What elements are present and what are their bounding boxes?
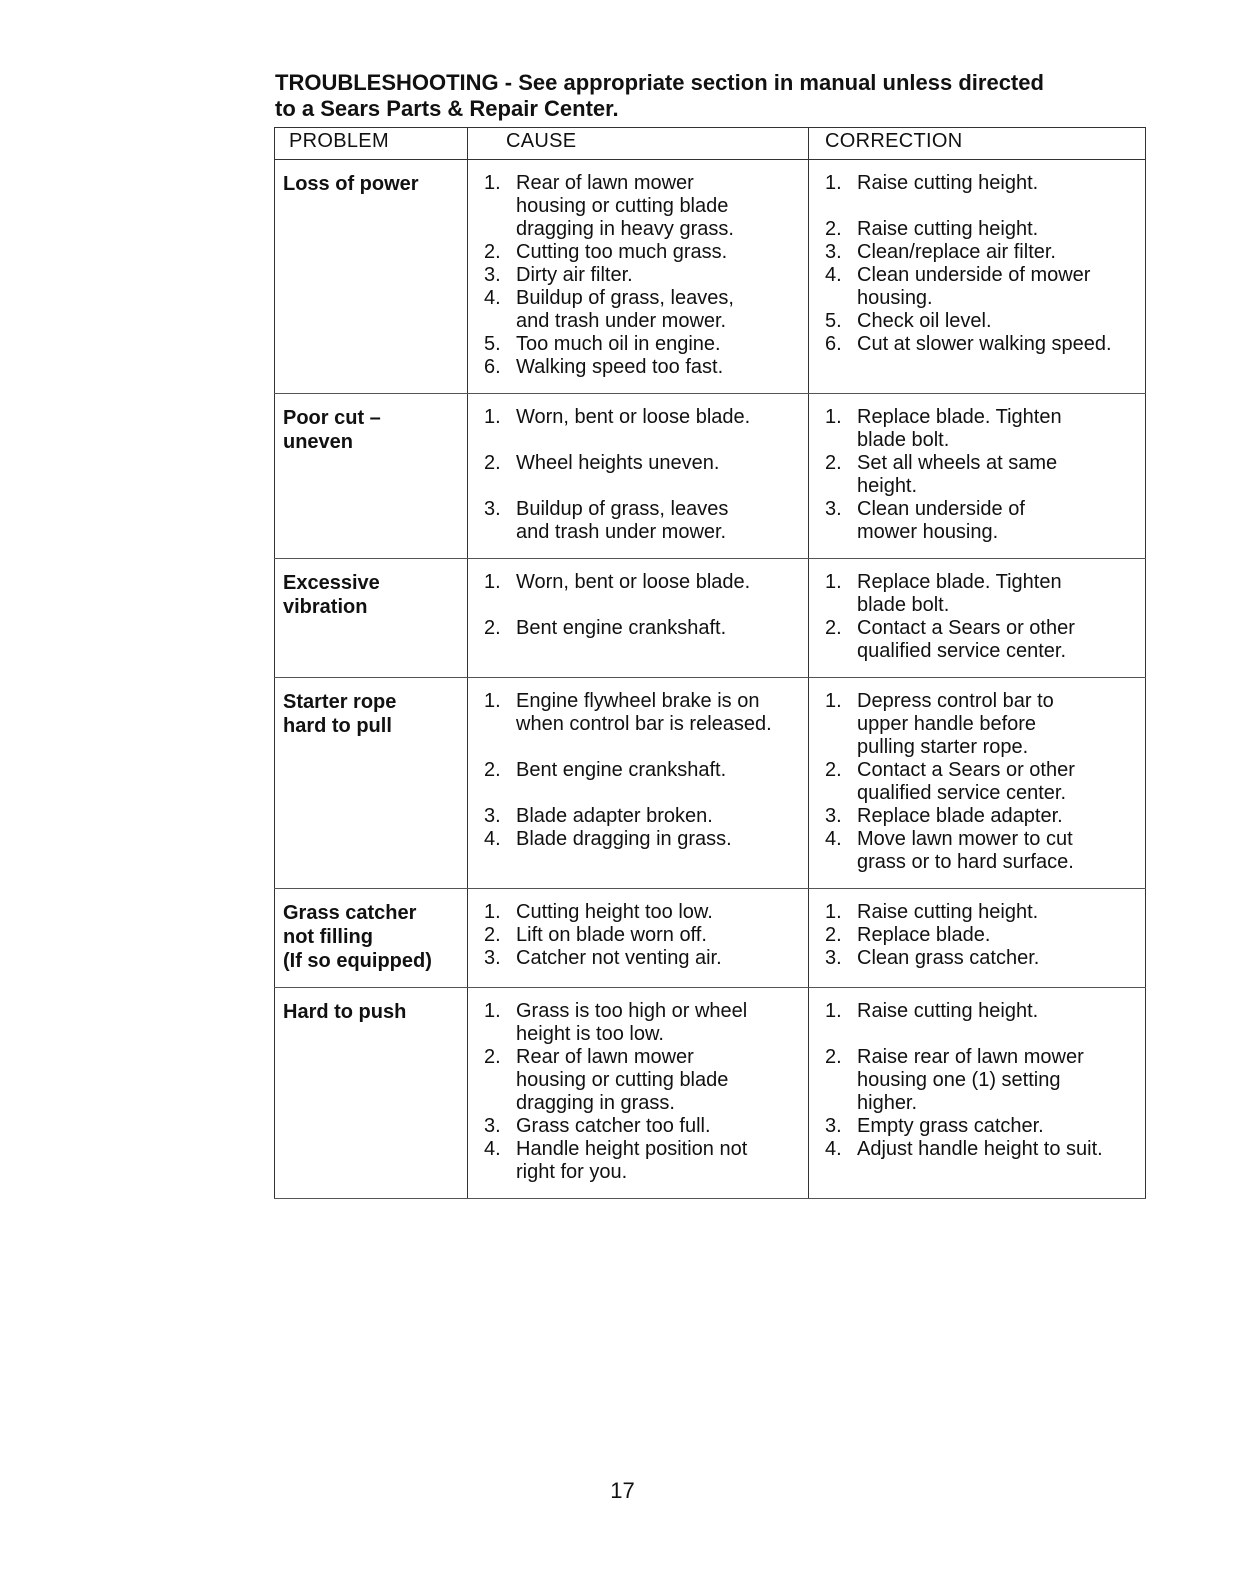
correction-text: Contact a Sears or other — [857, 759, 1075, 781]
correction-number: 5. — [825, 310, 842, 332]
cause-text: Worn, bent or loose blade. — [516, 406, 751, 428]
correction-number: 4. — [825, 828, 842, 850]
table-row — [275, 889, 1146, 988]
problem-line: Hard to push — [283, 1001, 407, 1023]
cause-item — [476, 172, 802, 241]
correction-item — [817, 310, 1139, 333]
problem-cell — [275, 394, 468, 559]
correction-number: 2. — [825, 1046, 842, 1068]
heading-line-1: TROUBLESHOOTING - See appropriate section in manual unless directed — [275, 70, 1044, 95]
correction-text: Raise cutting height. — [857, 901, 1039, 923]
correction-number: 2. — [825, 617, 842, 639]
correction-text: Raise rear of lawn mower — [857, 1046, 1084, 1068]
column-header-cause: CAUSE — [468, 128, 809, 160]
correction-number: 2. — [825, 924, 842, 946]
correction-text: Clean/replace air filter. — [857, 241, 1056, 263]
cause-list — [476, 1000, 802, 1184]
cause-list — [476, 571, 802, 640]
correction-number: 3. — [825, 1115, 842, 1137]
cause-number: 3. — [484, 947, 501, 969]
correction-text: Raise cutting height. — [857, 1000, 1039, 1022]
problem-line: not filling — [283, 926, 373, 948]
correction-number: 1. — [825, 690, 842, 712]
cause-number: 3. — [484, 498, 501, 520]
column-header-correction: CORRECTION — [809, 128, 1146, 160]
problem-line: Starter rope — [283, 691, 397, 713]
cause-cell — [468, 160, 809, 394]
cause-item — [476, 828, 802, 851]
cause-text: dragging in heavy grass. — [516, 218, 734, 240]
cause-number: 3. — [484, 1115, 501, 1137]
cause-item — [476, 924, 802, 947]
correction-list — [817, 406, 1139, 544]
problem-cell — [275, 889, 468, 988]
problem-label — [283, 172, 461, 196]
cause-number: 1. — [484, 1000, 501, 1022]
correction-text: qualified service center. — [857, 782, 1067, 804]
problem-line: Poor cut – — [283, 407, 381, 429]
correction-text: height. — [857, 475, 918, 497]
problem-cell — [275, 678, 468, 889]
cause-text: Catcher not venting air. — [516, 947, 722, 969]
correction-text: Cut at slower walking speed. — [857, 333, 1112, 355]
correction-text: mower housing. — [857, 521, 999, 543]
cause-text: Buildup of grass, leaves — [516, 498, 729, 520]
cause-number: 3. — [484, 264, 501, 286]
cause-text: and trash under mower. — [516, 310, 727, 332]
cause-text: Blade adapter broken. — [516, 805, 713, 827]
correction-item — [817, 805, 1139, 828]
correction-number: 1. — [825, 571, 842, 593]
cause-number: 4. — [484, 828, 501, 850]
correction-item — [817, 1000, 1139, 1023]
correction-item — [817, 690, 1139, 759]
cause-number: 3. — [484, 805, 501, 827]
cause-item — [476, 690, 802, 736]
troubleshooting-table — [274, 127, 1146, 1199]
correction-list — [817, 172, 1139, 356]
cause-list — [476, 901, 802, 970]
correction-number: 2. — [825, 759, 842, 781]
correction-cell — [809, 394, 1146, 559]
correction-cell — [809, 160, 1146, 394]
problem-line: vibration — [283, 596, 368, 618]
cause-number: 1. — [484, 571, 501, 593]
correction-item — [817, 498, 1139, 544]
cause-text: right for you. — [516, 1161, 628, 1183]
correction-item — [817, 924, 1139, 947]
correction-cell — [809, 988, 1146, 1199]
correction-item — [817, 218, 1139, 241]
table-row — [275, 394, 1146, 559]
cause-text: Bent engine crankshaft. — [516, 759, 727, 781]
cause-cell — [468, 559, 809, 678]
correction-number: 6. — [825, 333, 842, 355]
cause-text: Rear of lawn mower — [516, 1046, 694, 1068]
correction-number: 2. — [825, 218, 842, 240]
correction-number: 2. — [825, 452, 842, 474]
problem-cell — [275, 559, 468, 678]
correction-item — [817, 333, 1139, 356]
table-row — [275, 678, 1146, 889]
correction-text: Replace blade adapter. — [857, 805, 1063, 827]
cause-number: 1. — [484, 406, 501, 428]
problem-label — [283, 571, 461, 619]
correction-text: qualified service center. — [857, 640, 1067, 662]
correction-number: 1. — [825, 901, 842, 923]
correction-number: 1. — [825, 406, 842, 428]
table-row — [275, 559, 1146, 678]
table-header-row — [275, 128, 1146, 160]
cause-item — [476, 1046, 802, 1115]
cause-item — [476, 1138, 802, 1184]
correction-text: housing. — [857, 287, 933, 309]
cause-text: Engine flywheel brake is on — [516, 690, 760, 712]
problem-line: Excessive — [283, 572, 380, 594]
cause-item — [476, 805, 802, 828]
heading-line-2: to a Sears Parts & Repair Center. — [275, 96, 619, 121]
cause-text: Wheel heights uneven. — [516, 452, 720, 474]
correction-text: Replace blade. Tighten — [857, 571, 1062, 593]
correction-item — [817, 1115, 1139, 1138]
cause-text: Cutting height too low. — [516, 901, 713, 923]
cause-number: 4. — [484, 287, 501, 309]
cause-number: 6. — [484, 356, 501, 378]
cause-text: Walking speed too fast. — [516, 356, 724, 378]
cause-list — [476, 690, 802, 851]
cause-number: 2. — [484, 617, 501, 639]
correction-number: 1. — [825, 1000, 842, 1022]
cause-number: 1. — [484, 901, 501, 923]
correction-number: 4. — [825, 1138, 842, 1160]
correction-item — [817, 571, 1139, 617]
correction-item — [817, 947, 1139, 970]
correction-text: grass or to hard surface. — [857, 851, 1074, 873]
cause-item — [476, 1000, 802, 1046]
cause-item — [476, 287, 802, 333]
cause-number: 1. — [484, 690, 501, 712]
correction-text: Contact a Sears or other — [857, 617, 1075, 639]
correction-text: blade bolt. — [857, 429, 950, 451]
cause-item — [476, 406, 802, 429]
cause-item — [476, 241, 802, 264]
cause-item — [476, 617, 802, 640]
cause-text: Buildup of grass, leaves, — [516, 287, 734, 309]
table-row — [275, 160, 1146, 394]
cause-item — [476, 759, 802, 782]
cause-item — [476, 947, 802, 970]
correction-number: 3. — [825, 805, 842, 827]
correction-text: Raise cutting height. — [857, 218, 1039, 240]
correction-list — [817, 1000, 1139, 1161]
cause-item — [476, 498, 802, 544]
correction-text: upper handle before — [857, 713, 1037, 735]
cause-text: Bent engine crankshaft. — [516, 617, 727, 639]
correction-text: Check oil level. — [857, 310, 992, 332]
correction-item — [817, 406, 1139, 452]
section-heading — [275, 70, 1155, 122]
cause-item — [476, 1115, 802, 1138]
problem-line: (If so equipped) — [283, 950, 432, 972]
correction-list — [817, 571, 1139, 663]
correction-item — [817, 901, 1139, 924]
cause-text: dragging in grass. — [516, 1092, 675, 1114]
page-number: 17 — [610, 1478, 635, 1503]
cause-text: Blade dragging in grass. — [516, 828, 732, 850]
cause-number: 5. — [484, 333, 501, 355]
cause-text: housing or cutting blade — [516, 195, 729, 217]
correction-cell — [809, 559, 1146, 678]
correction-text: Clean grass catcher. — [857, 947, 1040, 969]
cause-text: Cutting too much grass. — [516, 241, 728, 263]
problem-label — [283, 901, 461, 973]
correction-item — [817, 1138, 1139, 1161]
correction-number: 3. — [825, 241, 842, 263]
correction-item — [817, 452, 1139, 498]
correction-text: housing one (1) setting — [857, 1069, 1061, 1091]
correction-text: Move lawn mower to cut — [857, 828, 1073, 850]
problem-cell — [275, 160, 468, 394]
correction-number: 3. — [825, 498, 842, 520]
correction-cell — [809, 889, 1146, 988]
cause-item — [476, 264, 802, 287]
cause-number: 4. — [484, 1138, 501, 1160]
cause-number: 2. — [484, 452, 501, 474]
correction-list — [817, 901, 1139, 970]
correction-text: Raise cutting height. — [857, 172, 1039, 194]
correction-text: higher. — [857, 1092, 918, 1114]
cause-text: Grass is too high or wheel — [516, 1000, 748, 1022]
problem-line: Loss of power — [283, 173, 419, 195]
cause-item — [476, 333, 802, 356]
problem-line: hard to pull — [283, 715, 392, 737]
cause-text: Lift on blade worn off. — [516, 924, 707, 946]
correction-text: Adjust handle height to suit. — [857, 1138, 1103, 1160]
table-row — [275, 988, 1146, 1199]
cause-cell — [468, 394, 809, 559]
correction-text: Depress control bar to — [857, 690, 1054, 712]
correction-item — [817, 264, 1139, 310]
problem-cell — [275, 988, 468, 1199]
problem-line: Grass catcher — [283, 902, 417, 924]
problem-label — [283, 1000, 461, 1024]
cause-text: height is too low. — [516, 1023, 664, 1045]
correction-text: Empty grass catcher. — [857, 1115, 1044, 1137]
problem-label — [283, 406, 461, 454]
correction-list — [817, 690, 1139, 874]
problem-line: uneven — [283, 431, 354, 453]
correction-text: Clean underside of — [857, 498, 1025, 520]
cause-cell — [468, 678, 809, 889]
cause-cell — [468, 988, 809, 1199]
correction-item — [817, 759, 1139, 805]
cause-text: and trash under mower. — [516, 521, 727, 543]
correction-text: Set all wheels at same — [857, 452, 1058, 474]
correction-item — [817, 828, 1139, 874]
cause-number: 1. — [484, 172, 501, 194]
cause-text: Worn, bent or loose blade. — [516, 571, 751, 593]
cause-item — [476, 356, 802, 379]
cause-list — [476, 406, 802, 544]
cause-list — [476, 172, 802, 379]
correction-item — [817, 241, 1139, 264]
correction-number: 3. — [825, 947, 842, 969]
correction-item — [817, 172, 1139, 195]
table-body — [275, 160, 1146, 1199]
correction-text: Replace blade. — [857, 924, 991, 946]
cause-number: 2. — [484, 1046, 501, 1068]
correction-text: Clean underside of mower — [857, 264, 1091, 286]
cause-cell — [468, 889, 809, 988]
cause-item — [476, 901, 802, 924]
cause-text: Dirty air filter. — [516, 264, 633, 286]
cause-text: Too much oil in engine. — [516, 333, 721, 355]
cause-text: Handle height position not — [516, 1138, 748, 1160]
correction-text: blade bolt. — [857, 594, 950, 616]
cause-number: 2. — [484, 759, 501, 781]
correction-text: Replace blade. Tighten — [857, 406, 1062, 428]
correction-text: pulling starter rope. — [857, 736, 1029, 758]
cause-text: when control bar is released. — [516, 713, 772, 735]
correction-cell — [809, 678, 1146, 889]
correction-number: 1. — [825, 172, 842, 194]
cause-number: 2. — [484, 924, 501, 946]
cause-text: housing or cutting blade — [516, 1069, 729, 1091]
cause-item — [476, 452, 802, 475]
cause-number: 2. — [484, 241, 501, 263]
cause-text: Rear of lawn mower — [516, 172, 694, 194]
cause-item — [476, 571, 802, 594]
correction-number: 4. — [825, 264, 842, 286]
column-header-problem: PROBLEM — [275, 128, 468, 160]
correction-item — [817, 1046, 1139, 1115]
correction-item — [817, 617, 1139, 663]
cause-text: Grass catcher too full. — [516, 1115, 711, 1137]
problem-label — [283, 690, 461, 738]
